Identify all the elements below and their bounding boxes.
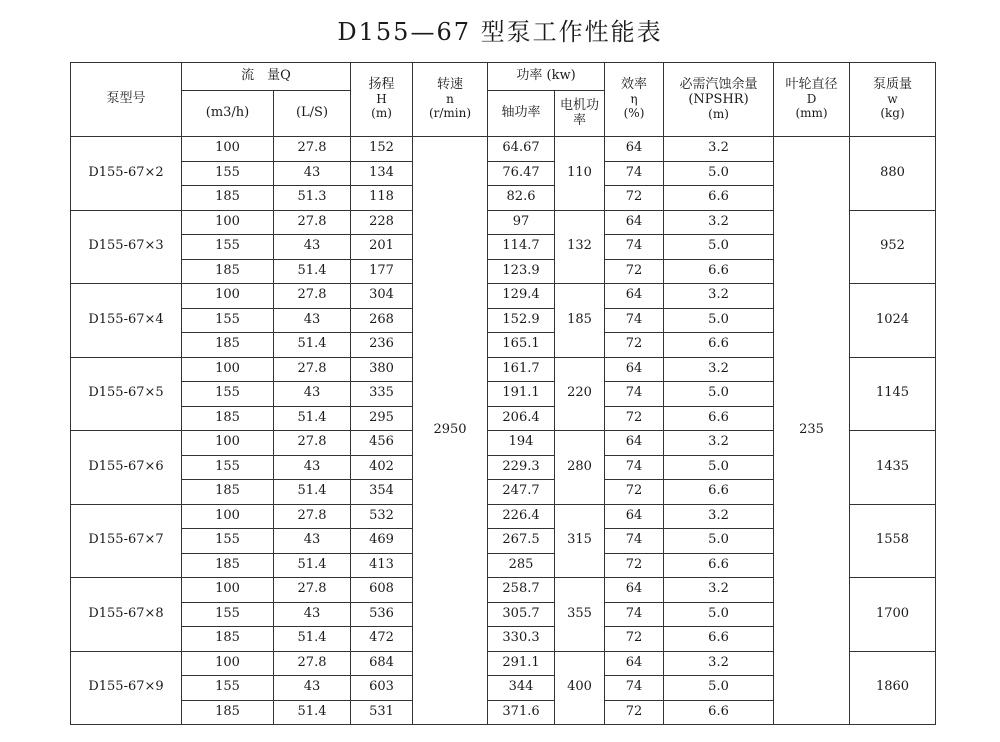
npshr-cell: 5.0	[664, 455, 774, 480]
efficiency-cell: 64	[605, 357, 664, 382]
pump-mass-cell: 1860	[850, 651, 936, 725]
efficiency-cell: 74	[605, 676, 664, 701]
pump-model-cell: D155-67×5	[71, 357, 182, 431]
flow-m3h-cell: 185	[182, 700, 274, 725]
npshr-cell: 6.6	[664, 186, 774, 211]
shaft-power-cell: 64.67	[488, 137, 555, 162]
motor-power-cell: 400	[555, 651, 605, 725]
flow-m3h-cell: 100	[182, 210, 274, 235]
shaft-power-cell: 129.4	[488, 284, 555, 309]
header-mass: 泵质量 w (kg)	[850, 63, 936, 137]
shaft-power-cell: 229.3	[488, 455, 555, 480]
efficiency-cell: 74	[605, 455, 664, 480]
shaft-power-cell: 291.1	[488, 651, 555, 676]
npshr-cell: 3.2	[664, 431, 774, 456]
head-cell: 177	[351, 259, 413, 284]
shaft-power-cell: 247.7	[488, 480, 555, 505]
table-row	[71, 137, 936, 162]
header-shaft-power: 轴功率	[488, 91, 555, 137]
pump-model-cell: D155-67×8	[71, 578, 182, 652]
flow-m3h-cell: 155	[182, 676, 274, 701]
efficiency-cell: 64	[605, 651, 664, 676]
motor-power-cell: 185	[555, 284, 605, 358]
flow-m3h-cell: 155	[182, 602, 274, 627]
efficiency-cell: 72	[605, 333, 664, 358]
header-impeller: 叶轮直径 D (mm)	[774, 63, 850, 137]
npshr-cell: 3.2	[664, 651, 774, 676]
npshr-cell: 6.6	[664, 406, 774, 431]
pump-mass-cell: 1145	[850, 357, 936, 431]
efficiency-cell: 74	[605, 529, 664, 554]
head-cell: 413	[351, 553, 413, 578]
head-cell: 531	[351, 700, 413, 725]
motor-power-cell: 280	[555, 431, 605, 505]
flow-ls-cell: 27.8	[274, 357, 351, 382]
motor-power-cell: 355	[555, 578, 605, 652]
head-cell: 456	[351, 431, 413, 456]
efficiency-cell: 64	[605, 431, 664, 456]
efficiency-cell: 72	[605, 259, 664, 284]
npshr-cell: 6.6	[664, 480, 774, 505]
impeller-diameter-cell: 235	[774, 137, 850, 725]
head-cell: 335	[351, 382, 413, 407]
flow-m3h-cell: 185	[182, 259, 274, 284]
flow-ls-cell: 27.8	[274, 210, 351, 235]
shaft-power-cell: 285	[488, 553, 555, 578]
pump-model-cell: D155-67×4	[71, 284, 182, 358]
shaft-power-cell: 123.9	[488, 259, 555, 284]
pump-model-cell: D155-67×7	[71, 504, 182, 578]
flow-m3h-cell: 100	[182, 578, 274, 603]
header-flow-ls: (L/S)	[274, 91, 351, 137]
npshr-cell: 5.0	[664, 382, 774, 407]
shaft-power-cell: 258.7	[488, 578, 555, 603]
pump-mass-cell: 1558	[850, 504, 936, 578]
flow-m3h-cell: 185	[182, 406, 274, 431]
shaft-power-cell: 226.4	[488, 504, 555, 529]
flow-ls-cell: 51.4	[274, 553, 351, 578]
flow-ls-cell: 51.4	[274, 406, 351, 431]
flow-ls-cell: 43	[274, 308, 351, 333]
flow-ls-cell: 51.4	[274, 700, 351, 725]
header-flow-m3h: (m3/h)	[182, 91, 274, 137]
head-cell: 152	[351, 137, 413, 162]
shaft-power-cell: 76.47	[488, 161, 555, 186]
pump-mass-cell: 1435	[850, 431, 936, 505]
npshr-cell: 5.0	[664, 235, 774, 260]
shaft-power-cell: 152.9	[488, 308, 555, 333]
flow-ls-cell: 27.8	[274, 504, 351, 529]
page-title: D155—67 型泵工作性能表	[337, 18, 663, 46]
shaft-power-cell: 371.6	[488, 700, 555, 725]
head-cell: 608	[351, 578, 413, 603]
npshr-cell: 6.6	[664, 259, 774, 284]
efficiency-cell: 74	[605, 602, 664, 627]
head-cell: 684	[351, 651, 413, 676]
flow-ls-cell: 43	[274, 455, 351, 480]
flow-m3h-cell: 155	[182, 308, 274, 333]
efficiency-cell: 74	[605, 235, 664, 260]
npshr-cell: 6.6	[664, 553, 774, 578]
head-cell: 603	[351, 676, 413, 701]
pump-model-cell: D155-67×6	[71, 431, 182, 505]
flow-ls-cell: 43	[274, 161, 351, 186]
table-header	[71, 63, 936, 137]
head-cell: 236	[351, 333, 413, 358]
header-motor-power: 电机功率	[555, 91, 605, 137]
flow-m3h-cell: 155	[182, 235, 274, 260]
performance-table	[70, 62, 936, 725]
efficiency-cell: 74	[605, 308, 664, 333]
shaft-power-cell: 97	[488, 210, 555, 235]
efficiency-cell: 64	[605, 504, 664, 529]
speed-cell: 2950	[413, 137, 488, 725]
shaft-power-cell: 305.7	[488, 602, 555, 627]
head-cell: 469	[351, 529, 413, 554]
npshr-cell: 3.2	[664, 504, 774, 529]
head-cell: 134	[351, 161, 413, 186]
flow-ls-cell: 27.8	[274, 431, 351, 456]
efficiency-cell: 72	[605, 627, 664, 652]
npshr-cell: 3.2	[664, 210, 774, 235]
efficiency-cell: 72	[605, 700, 664, 725]
flow-m3h-cell: 100	[182, 357, 274, 382]
flow-ls-cell: 51.4	[274, 333, 351, 358]
shaft-power-cell: 114.7	[488, 235, 555, 260]
npshr-cell: 3.2	[664, 284, 774, 309]
flow-m3h-cell: 100	[182, 651, 274, 676]
head-cell: 295	[351, 406, 413, 431]
head-cell: 304	[351, 284, 413, 309]
header-power: 功率 (kw)	[488, 63, 605, 91]
flow-ls-cell: 51.4	[274, 259, 351, 284]
flow-ls-cell: 51.4	[274, 627, 351, 652]
flow-m3h-cell: 185	[182, 553, 274, 578]
shaft-power-cell: 161.7	[488, 357, 555, 382]
npshr-cell: 6.6	[664, 700, 774, 725]
flow-ls-cell: 43	[274, 382, 351, 407]
shaft-power-cell: 330.3	[488, 627, 555, 652]
head-cell: 118	[351, 186, 413, 211]
efficiency-cell: 64	[605, 210, 664, 235]
flow-m3h-cell: 185	[182, 480, 274, 505]
efficiency-cell: 64	[605, 284, 664, 309]
flow-m3h-cell: 185	[182, 333, 274, 358]
flow-ls-cell: 27.8	[274, 651, 351, 676]
flow-m3h-cell: 100	[182, 137, 274, 162]
flow-ls-cell: 27.8	[274, 578, 351, 603]
header-npshr: 必需汽蚀余量(NPSHR) (m)	[664, 63, 774, 137]
npshr-cell: 3.2	[664, 357, 774, 382]
npshr-cell: 6.6	[664, 333, 774, 358]
flow-ls-cell: 43	[274, 676, 351, 701]
pump-model-cell: D155-67×2	[71, 137, 182, 211]
npshr-cell: 5.0	[664, 161, 774, 186]
head-cell: 354	[351, 480, 413, 505]
shaft-power-cell: 165.1	[488, 333, 555, 358]
head-cell: 536	[351, 602, 413, 627]
pump-model-cell: D155-67×3	[71, 210, 182, 284]
npshr-cell: 3.2	[664, 578, 774, 603]
motor-power-cell: 132	[555, 210, 605, 284]
shaft-power-cell: 191.1	[488, 382, 555, 407]
header-speed: 转速 n (r/min)	[413, 63, 488, 137]
shaft-power-cell: 344	[488, 676, 555, 701]
shaft-power-cell: 267.5	[488, 529, 555, 554]
head-cell: 268	[351, 308, 413, 333]
pump-mass-cell: 880	[850, 137, 936, 211]
flow-ls-cell: 51.3	[274, 186, 351, 211]
efficiency-cell: 74	[605, 161, 664, 186]
header-model: 泵型号	[71, 63, 182, 137]
npshr-cell: 5.0	[664, 676, 774, 701]
flow-ls-cell: 43	[274, 235, 351, 260]
flow-ls-cell: 43	[274, 602, 351, 627]
shaft-power-cell: 206.4	[488, 406, 555, 431]
pump-mass-cell: 1700	[850, 578, 936, 652]
npshr-cell: 5.0	[664, 308, 774, 333]
efficiency-cell: 72	[605, 186, 664, 211]
head-cell: 228	[351, 210, 413, 235]
header-efficiency: 效率 η (%)	[605, 63, 664, 137]
flow-ls-cell: 27.8	[274, 137, 351, 162]
head-cell: 380	[351, 357, 413, 382]
efficiency-cell: 74	[605, 382, 664, 407]
motor-power-cell: 110	[555, 137, 605, 211]
flow-m3h-cell: 100	[182, 504, 274, 529]
shaft-power-cell: 82.6	[488, 186, 555, 211]
head-cell: 201	[351, 235, 413, 260]
flow-ls-cell: 27.8	[274, 284, 351, 309]
flow-m3h-cell: 185	[182, 627, 274, 652]
flow-ls-cell: 51.4	[274, 480, 351, 505]
motor-power-cell: 315	[555, 504, 605, 578]
flow-m3h-cell: 100	[182, 431, 274, 456]
pump-mass-cell: 952	[850, 210, 936, 284]
flow-m3h-cell: 155	[182, 529, 274, 554]
npshr-cell: 5.0	[664, 602, 774, 627]
flow-m3h-cell: 185	[182, 186, 274, 211]
head-cell: 532	[351, 504, 413, 529]
flow-m3h-cell: 100	[182, 284, 274, 309]
flow-m3h-cell: 155	[182, 161, 274, 186]
efficiency-cell: 72	[605, 480, 664, 505]
efficiency-cell: 72	[605, 553, 664, 578]
motor-power-cell: 220	[555, 357, 605, 431]
efficiency-cell: 64	[605, 578, 664, 603]
table-body	[71, 137, 936, 725]
shaft-power-cell: 194	[488, 431, 555, 456]
pump-model-cell: D155-67×9	[71, 651, 182, 725]
flow-ls-cell: 43	[274, 529, 351, 554]
header-flow: 流 量Q	[182, 63, 351, 91]
header-head: 扬程 H (m)	[351, 63, 413, 137]
npshr-cell: 3.2	[664, 137, 774, 162]
efficiency-cell: 64	[605, 137, 664, 162]
efficiency-cell: 72	[605, 406, 664, 431]
pump-mass-cell: 1024	[850, 284, 936, 358]
head-cell: 472	[351, 627, 413, 652]
npshr-cell: 6.6	[664, 627, 774, 652]
npshr-cell: 5.0	[664, 529, 774, 554]
head-cell: 402	[351, 455, 413, 480]
flow-m3h-cell: 155	[182, 382, 274, 407]
flow-m3h-cell: 155	[182, 455, 274, 480]
